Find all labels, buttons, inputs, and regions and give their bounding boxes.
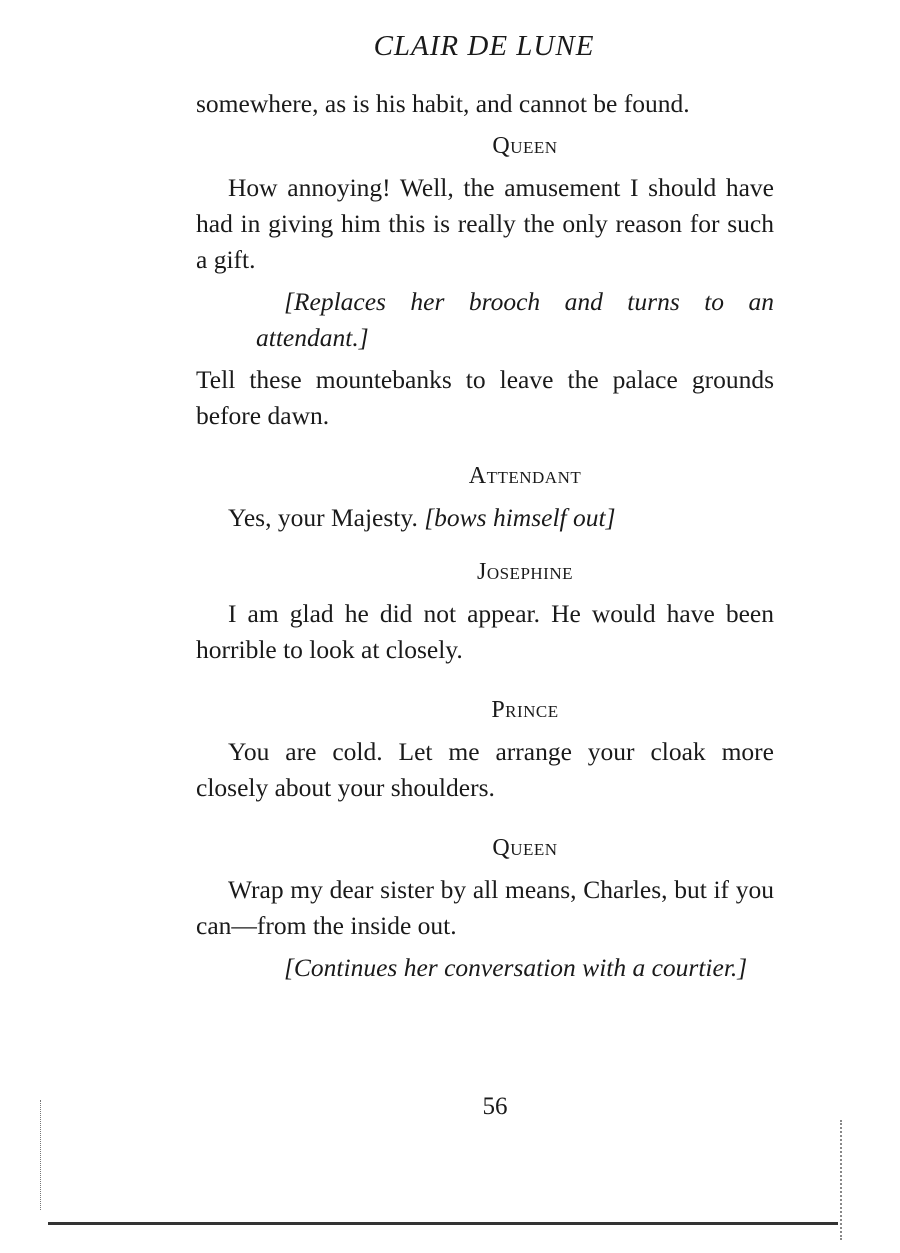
stage-direction-brooch: [Replaces her brooch and turns to an attendant.] xyxy=(256,287,774,352)
attendant-speech xyxy=(196,500,774,536)
speaker-attendant: Attendant xyxy=(468,463,582,489)
running-title: CLAIR DE LUNE xyxy=(373,30,595,62)
page-number: 56 xyxy=(482,1093,508,1120)
page-body xyxy=(196,86,774,986)
speaker-josephine: Josephine xyxy=(476,559,573,585)
josephine-speech: I am glad he did not appear. He would have been horrible to look at closely. xyxy=(196,599,774,664)
queen-speech-2: Wrap my dear sister by all means, Charles, but if you can—from the inside out. xyxy=(196,875,774,940)
speaker-prince: Prince xyxy=(491,697,559,723)
speaker-queen-2: Queen xyxy=(492,835,558,861)
stage-direction-bows: [bows himself out] xyxy=(424,503,616,532)
stage-direction-courtier: [Continues her conversation with a courtier.] xyxy=(284,953,748,982)
page-edge-shadow xyxy=(48,1222,838,1225)
prince-speech: You are cold. Let me arrange your cloak more closely about your shoulders. xyxy=(196,737,774,802)
queen-speech: How annoying! Well, the amusement I should have had in giving him this is really the only reason for such a gift. xyxy=(196,173,774,274)
attendant-line: Yes, your Majesty. xyxy=(228,503,418,532)
scan-speckle-left xyxy=(40,1100,47,1210)
queen-speech-continued: Tell these mountebanks to leave the palace grounds before dawn. xyxy=(196,365,774,430)
scan-speckle-right xyxy=(840,1120,850,1240)
speaker-queen: Queen xyxy=(492,133,558,159)
paragraph-continuation: somewhere, as is his habit, and cannot be found. xyxy=(196,89,690,118)
